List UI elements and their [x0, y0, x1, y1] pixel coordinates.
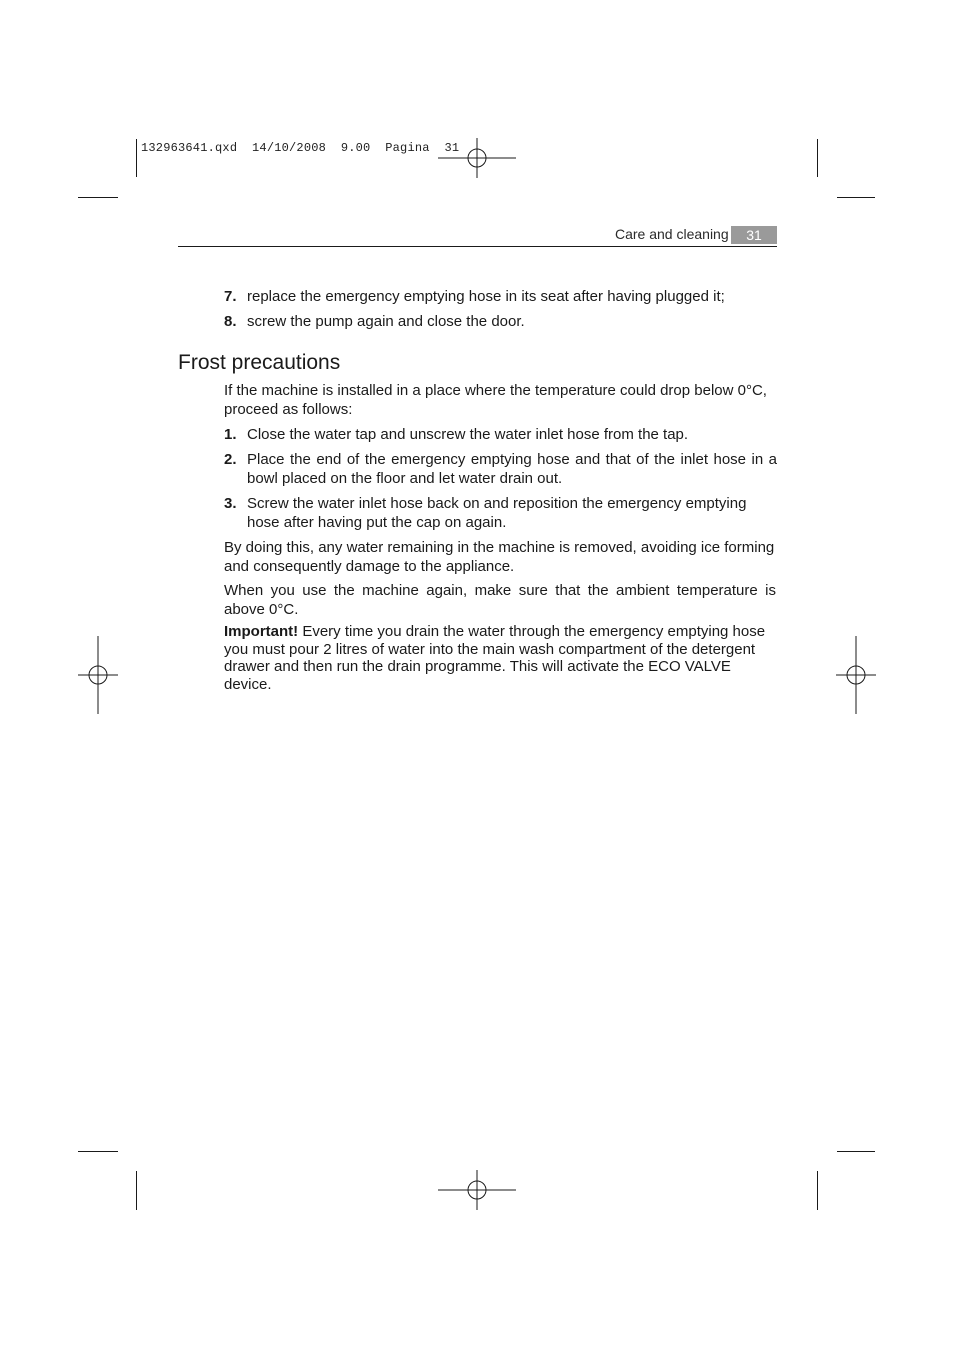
- registration-mark-left-icon: [78, 636, 118, 719]
- step-text: Screw the water inlet hose back on and reposition the emergency emptying hose after having put the cap on again.: [247, 495, 747, 531]
- step-number: 3.: [224, 495, 237, 512]
- header-rule: [178, 246, 777, 247]
- important-note: [224, 623, 776, 694]
- step-number: 2.: [224, 451, 237, 468]
- printer-slug: 132963641.qxd 14/10/2008 9.00 Pagina 31: [141, 141, 460, 155]
- reuse-paragraph: When you use the machine again, make sure that the ambient temperature is above 0°C.: [224, 582, 776, 618]
- intro-paragraph: If the machine is installed in a place where the temperature could drop below 0°C, proceed as follows:: [224, 382, 767, 418]
- step-number: 7.: [224, 288, 237, 305]
- important-text: Every time you drain the water through the emergency emptying hose you must pour 2 litres of water into the main wash compartment of the detergent drawer and then run the drain programme. This will activate the ECO VALVE device.: [224, 623, 766, 694]
- step-text: screw the pump again and close the door.: [247, 313, 525, 330]
- result-paragraph: By doing this, any water remaining in the machine is removed, avoiding ice forming and consequently damage to the appliance.: [224, 539, 775, 575]
- crop-mark-bottom-right-horizontal: [837, 1151, 875, 1152]
- crop-mark-top-right-vertical: [817, 139, 818, 177]
- step-number: 8.: [224, 313, 237, 330]
- crop-mark-top-left-vertical: [136, 139, 137, 177]
- running-header-title: Care and cleaning: [615, 226, 729, 242]
- step-text: Place the end of the emergency emptying hose and that of the inlet hose in a bowl placed on the floor and let water drain out.: [247, 451, 777, 487]
- page-number-badge: 31: [731, 226, 777, 244]
- section-heading: Frost precautions: [178, 351, 341, 374]
- crop-mark-top-right-horizontal: [837, 197, 875, 198]
- step-number: 1.: [224, 426, 237, 443]
- step-text: replace the emergency emptying hose in its seat after having plugged it;: [247, 288, 725, 305]
- crop-mark-bottom-left-horizontal: [78, 1151, 118, 1152]
- registration-mark-bottom-icon: [438, 1170, 516, 1215]
- crop-mark-bottom-right-vertical: [817, 1171, 818, 1210]
- registration-mark-top-icon: [438, 138, 516, 183]
- crop-mark-bottom-left-vertical: [136, 1171, 137, 1210]
- important-label: Important!: [224, 623, 299, 640]
- step-text: Close the water tap and unscrew the water inlet hose from the tap.: [247, 426, 689, 443]
- crop-mark-top-left-horizontal: [78, 197, 118, 198]
- registration-mark-right-icon: [836, 636, 876, 719]
